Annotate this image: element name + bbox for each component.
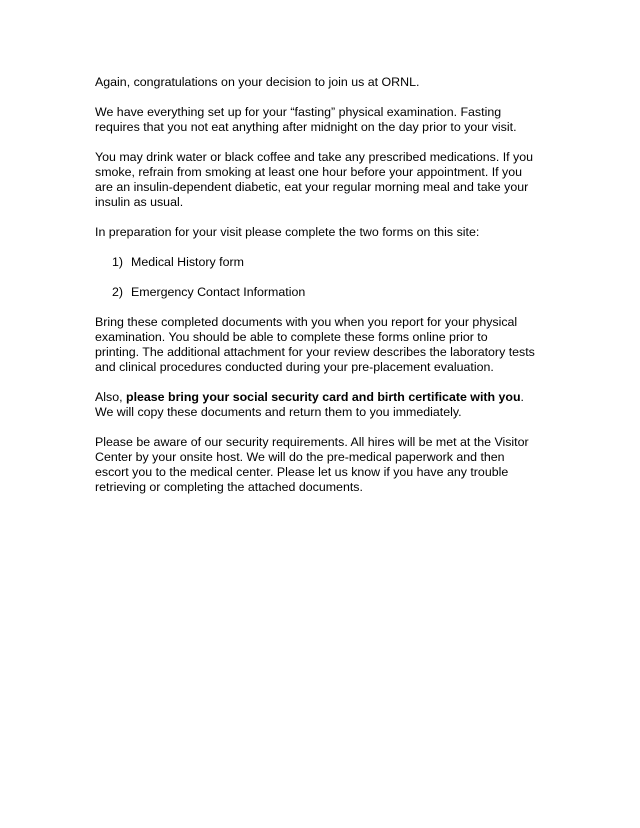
- list-item-text: Medical History form: [131, 255, 244, 269]
- paragraph-forms-preparation: In preparation for your visit please complete the two forms on this site:: [95, 225, 480, 239]
- paragraph-security-requirements: Please be aware of our security requirements. All hires will be met at the Visitor Center by your onsite host. We will do the pre-medical paperwork and then escort you to the medical center. Please let us know if you have any trouble retrieving or completing the attached documents.: [95, 435, 529, 494]
- list-number: 2): [112, 285, 124, 299]
- paragraph-bring-documents: Bring these completed documents with you when you report for your physical examination. You should be able to complete these forms online prior to printing. The additional attachment for your review describes the laboratory tests and clinical procedures conducted during your pre-placement evaluation.: [95, 315, 535, 374]
- paragraph-congratulations: Again, congratulations on your decision to join us at ORNL.: [95, 75, 420, 89]
- list-item-emergency-contact: [112, 285, 565, 300]
- list-item-medical-history: [112, 255, 565, 270]
- paragraph-drink-instructions: You may drink water or black coffee and take any prescribed medications. If you smoke, refrain from smoking at least one hour before your appointment. If you are an insulin-dependent diabetic, eat your regular morning meal and take your insulin as usual.: [95, 150, 534, 209]
- id-docs-suffix: . We will copy these documents and return them to you immediately.: [95, 390, 524, 419]
- list-item-text: Emergency Contact Information: [131, 285, 306, 299]
- list-number: 1): [112, 255, 124, 269]
- paragraph-id-documents: [95, 390, 565, 420]
- id-docs-emphasis: please bring your social security card and birth certificate with you: [126, 390, 521, 404]
- paragraph-fasting-exam: We have everything set up for your “fasting” physical examination. Fasting requires that you not eat anything after midnight on the day prior to your visit.: [95, 105, 517, 134]
- id-docs-prefix: Also,: [95, 390, 126, 404]
- letter-body: [95, 75, 565, 510]
